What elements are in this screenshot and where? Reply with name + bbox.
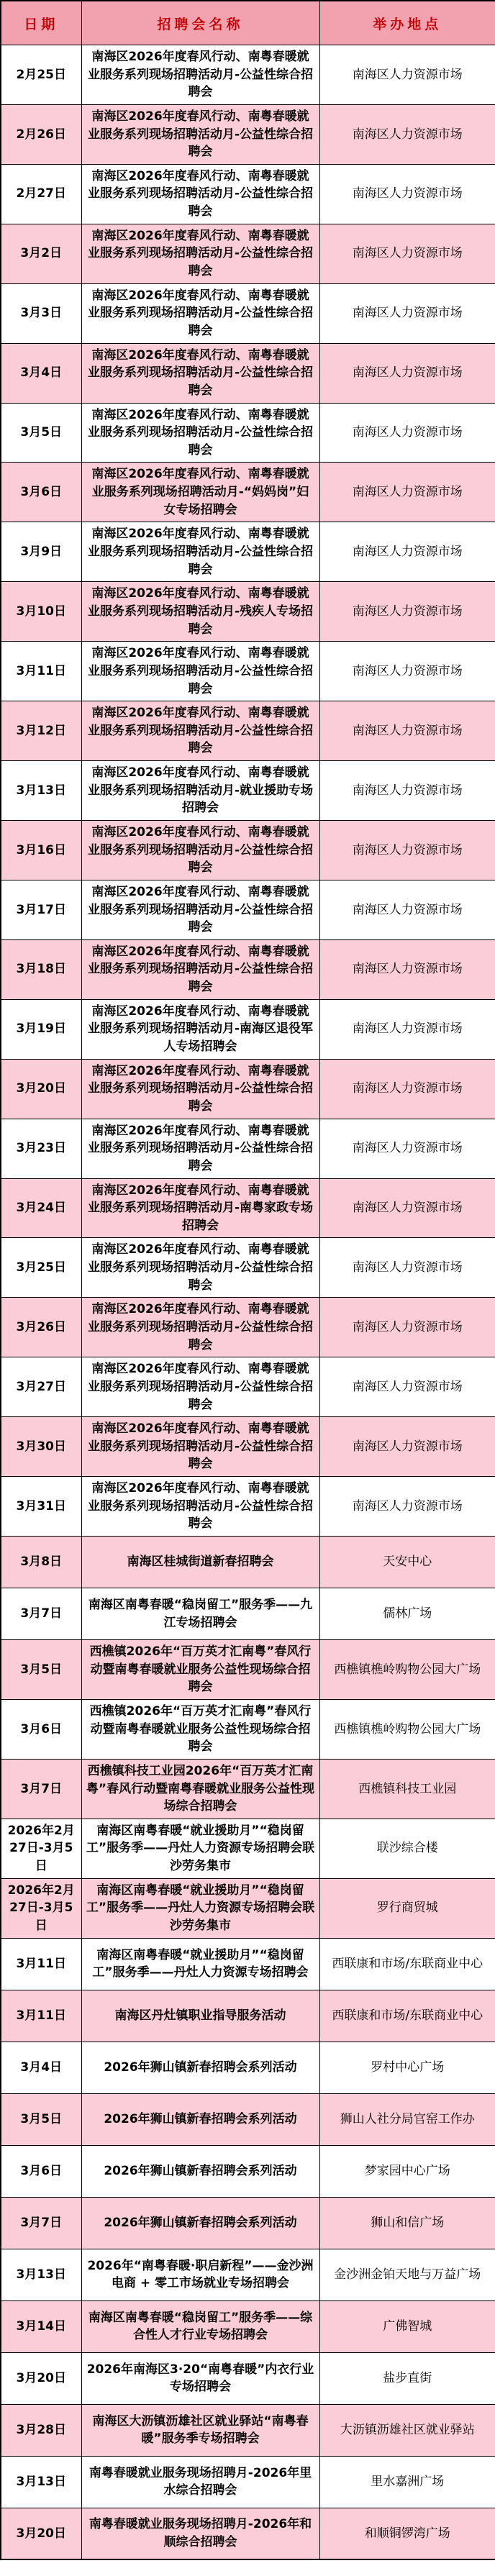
venue-cell: 南海区人力资源市场 xyxy=(319,45,495,105)
table-row xyxy=(1,1357,495,1417)
venue-cell: 大沥镇沥雄社区就业驿站 xyxy=(319,2404,495,2456)
date-cell: 3月5日 xyxy=(1,403,81,463)
date-cell: 3月8日 xyxy=(1,1537,81,1588)
event-cell: 南海区2026年度春风行动、南粤春暖就业服务系列现场招聘活动月-“妈妈岗”妇女专场招聘会 xyxy=(81,463,319,522)
venue-cell: 和顺铜锣湾广场 xyxy=(319,2508,495,2559)
event-cell: 西樵镇2026年“百万英才汇南粤”春风行动暨南粤春暖就业服务公益性现场综合招聘会 xyxy=(81,1699,319,1759)
venue-cell: 罗村中心广场 xyxy=(319,2042,495,2093)
event-cell: 南海区2026年度春风行动、南粤春暖就业服务系列现场招聘活动月-公益性综合招聘会 xyxy=(81,1059,319,1119)
table-row xyxy=(1,224,495,283)
event-cell: 南海区南粤春暖“稳岗留工”服务季——九江专场招聘会 xyxy=(81,1588,319,1640)
table-row xyxy=(1,2197,495,2249)
venue-cell: 盐步直街 xyxy=(319,2352,495,2404)
date-cell: 3月5日 xyxy=(1,1640,81,1700)
date-cell: 3月25日 xyxy=(1,1238,81,1298)
venue-cell: 南海区人力资源市场 xyxy=(319,1357,495,1417)
table-row xyxy=(1,1938,495,1990)
venue-cell: 西联康和市场/东联商业中心 xyxy=(319,1938,495,1990)
event-cell: 南海区南粤春暖“就业援助月”“稳岗留工”服务季——丹灶人力资源专场招聘会 xyxy=(81,1938,319,1990)
date-cell: 3月2日 xyxy=(1,224,81,283)
event-cell: 南海区2026年度春风行动、南粤春暖就业服务系列现场招聘活动月-就业援助专场招聘会 xyxy=(81,761,319,821)
event-cell: 2026年南海区3·20“南粤春暖”内衣行业专场招聘会 xyxy=(81,2352,319,2404)
column-header-event: 招聘会名称 xyxy=(81,1,319,45)
event-cell: 南海区2026年度春风行动、南粤春暖就业服务系列现场招聘活动月-南海区退役军人专场招聘会 xyxy=(81,999,319,1059)
table-row xyxy=(1,642,495,701)
table-row xyxy=(1,1417,495,1477)
venue-cell: 南海区人力资源市场 xyxy=(319,582,495,642)
date-cell: 3月4日 xyxy=(1,343,81,403)
event-cell: 南海区2026年度春风行动、南粤春暖就业服务系列现场招聘活动月-公益性综合招聘会 xyxy=(81,1298,319,1357)
table-row xyxy=(1,1819,495,1878)
table-row xyxy=(1,2300,495,2352)
date-cell: 3月31日 xyxy=(1,1477,81,1537)
venue-cell: 狮山人社分局官窑工作办 xyxy=(319,2093,495,2145)
date-cell: 3月4日 xyxy=(1,2042,81,2093)
date-cell: 3月28日 xyxy=(1,2404,81,2456)
table-row xyxy=(1,2508,495,2559)
venue-cell: 南海区人力资源市场 xyxy=(319,1178,495,1238)
venue-cell: 南海区人力资源市场 xyxy=(319,642,495,701)
table-row xyxy=(1,2404,495,2456)
event-cell: 南海区2026年度春风行动、南粤春暖就业服务系列现场招聘活动月-公益性综合招聘会 xyxy=(81,104,319,164)
table-row xyxy=(1,343,495,403)
header-row xyxy=(1,1,495,45)
date-cell: 3月27日 xyxy=(1,1357,81,1417)
venue-cell: 南海区人力资源市场 xyxy=(319,1059,495,1119)
table-row xyxy=(1,463,495,522)
table-row xyxy=(1,1990,495,2042)
table-row xyxy=(1,1477,495,1537)
table-row xyxy=(1,164,495,224)
event-cell: 南海区南粤春暖“稳岗留工”服务季——综合性人才行业专场招聘会 xyxy=(81,2300,319,2352)
date-cell: 2月26日 xyxy=(1,104,81,164)
venue-cell: 里水嘉洲广场 xyxy=(319,2456,495,2508)
venue-cell: 南海区人力资源市场 xyxy=(319,343,495,403)
venue-cell: 金沙洲金铂天地与万益广场 xyxy=(319,2249,495,2300)
event-cell: 南海区2026年度春风行动、南粤春暖就业服务系列现场招聘活动月-公益性综合招聘会 xyxy=(81,1119,319,1178)
venue-cell: 罗行商贸城 xyxy=(319,1878,495,1938)
event-cell: 南海区2026年度春风行动、南粤春暖就业服务系列现场招聘活动月-公益性综合招聘会 xyxy=(81,880,319,939)
date-cell: 3月7日 xyxy=(1,1759,81,1819)
date-cell: 2026年2月27日-3月5日 xyxy=(1,1878,81,1938)
event-cell: 南海区2026年度春风行动、南粤春暖就业服务系列现场招聘活动月-公益性综合招聘会 xyxy=(81,1357,319,1417)
date-cell: 3月20日 xyxy=(1,2352,81,2404)
date-cell: 3月23日 xyxy=(1,1119,81,1178)
event-cell: 南海区2026年度春风行动、南粤春暖就业服务系列现场招聘活动月-公益性综合招聘会 xyxy=(81,1238,319,1298)
event-cell: 南海区南粤春暖“就业援助月”“稳岗留工”服务季——丹灶人力资源专场招聘会联沙劳务集市 xyxy=(81,1878,319,1938)
event-cell: 南海区2026年度春风行动、南粤春暖就业服务系列现场招聘活动月-残疾人专场招聘会 xyxy=(81,582,319,642)
table-row xyxy=(1,880,495,939)
table-row xyxy=(1,1640,495,1700)
table-row xyxy=(1,1059,495,1119)
date-cell: 3月6日 xyxy=(1,463,81,522)
date-cell: 3月12日 xyxy=(1,701,81,761)
venue-cell: 南海区人力资源市场 xyxy=(319,999,495,1059)
date-cell: 3月16日 xyxy=(1,820,81,880)
date-cell: 3月19日 xyxy=(1,999,81,1059)
event-cell: 2026年狮山镇新春招聘会系列活动 xyxy=(81,2042,319,2093)
column-header-date: 日期 xyxy=(1,1,81,45)
table-row xyxy=(1,1537,495,1588)
venue-cell: 南海区人力资源市场 xyxy=(319,820,495,880)
date-cell: 3月7日 xyxy=(1,1588,81,1640)
venue-cell: 广佛智城 xyxy=(319,2300,495,2352)
venue-cell: 南海区人力资源市场 xyxy=(319,1238,495,1298)
venue-cell: 南海区人力资源市场 xyxy=(319,939,495,999)
event-cell: 南海区2026年度春风行动、南粤春暖就业服务系列现场招聘活动月-公益性综合招聘会 xyxy=(81,939,319,999)
date-cell: 3月11日 xyxy=(1,1938,81,1990)
date-cell: 2月27日 xyxy=(1,164,81,224)
event-cell: 西樵镇2026年“百万英才汇南粤”春风行动暨南粤春暖就业服务公益性现场综合招聘会 xyxy=(81,1640,319,1700)
date-cell: 3月13日 xyxy=(1,2456,81,2508)
date-cell: 3月13日 xyxy=(1,761,81,821)
date-cell: 2月25日 xyxy=(1,45,81,105)
venue-cell: 南海区人力资源市场 xyxy=(319,522,495,582)
event-cell: 南海区2026年度春风行动、南粤春暖就业服务系列现场招聘活动月-公益性综合招聘会 xyxy=(81,164,319,224)
table-row xyxy=(1,820,495,880)
event-cell: 南海区2026年度春风行动、南粤春暖就业服务系列现场招聘活动月-公益性综合招聘会 xyxy=(81,1477,319,1537)
table-row xyxy=(1,761,495,821)
date-cell: 3月10日 xyxy=(1,582,81,642)
table-row xyxy=(1,999,495,1059)
venue-cell: 南海区人力资源市场 xyxy=(319,761,495,821)
date-cell: 3月7日 xyxy=(1,2197,81,2249)
venue-cell: 南海区人力资源市场 xyxy=(319,1119,495,1178)
table-row xyxy=(1,2093,495,2145)
date-cell: 3月26日 xyxy=(1,1298,81,1357)
venue-cell: 南海区人力资源市场 xyxy=(319,880,495,939)
column-header-venue: 举办地点 xyxy=(319,1,495,45)
table-row xyxy=(1,2456,495,2508)
venue-cell: 南海区人力资源市场 xyxy=(319,1298,495,1357)
event-cell: 南海区2026年度春风行动、南粤春暖就业服务系列现场招聘活动月-公益性综合招聘会 xyxy=(81,820,319,880)
event-cell: 南海区2026年度春风行动、南粤春暖就业服务系列现场招聘活动月-公益性综合招聘会 xyxy=(81,283,319,343)
event-cell: 南海区2026年度春风行动、南粤春暖就业服务系列现场招聘活动月-公益性综合招聘会 xyxy=(81,343,319,403)
table-row xyxy=(1,1178,495,1238)
date-cell: 3月6日 xyxy=(1,2145,81,2197)
table-row xyxy=(1,1759,495,1819)
event-cell: 南海区2026年度春风行动、南粤春暖就业服务系列现场招聘活动月-公益性综合招聘会 xyxy=(81,403,319,463)
date-cell: 3月11日 xyxy=(1,642,81,701)
table-row xyxy=(1,45,495,105)
table-row xyxy=(1,403,495,463)
table-row xyxy=(1,2145,495,2197)
venue-cell: 南海区人力资源市场 xyxy=(319,283,495,343)
venue-cell: 西樵镇樵岭购物公园大广场 xyxy=(319,1699,495,1759)
venue-cell: 南海区人力资源市场 xyxy=(319,1477,495,1537)
venue-cell: 南海区人力资源市场 xyxy=(319,164,495,224)
date-cell: 3月18日 xyxy=(1,939,81,999)
table-row xyxy=(1,104,495,164)
event-cell: 南海区丹灶镇职业指导服务活动 xyxy=(81,1990,319,2042)
date-cell: 3月20日 xyxy=(1,1059,81,1119)
table-row xyxy=(1,701,495,761)
event-cell: 西樵镇科技工业园2026年“百万英才汇南粤”春风行动暨南粤春暖就业服务公益性现场综合招聘会 xyxy=(81,1759,319,1819)
table-row xyxy=(1,2042,495,2093)
event-cell: 2026年“南粤春暖·职启新程”——金沙洲电商 + 零工市场就业专场招聘会 xyxy=(81,2249,319,2300)
date-cell: 3月3日 xyxy=(1,283,81,343)
event-cell: 2026年狮山镇新春招聘会系列活动 xyxy=(81,2197,319,2249)
venue-cell: 南海区人力资源市场 xyxy=(319,403,495,463)
date-cell: 3月17日 xyxy=(1,880,81,939)
event-cell: 南海区2026年度春风行动、南粤春暖就业服务系列现场招聘活动月-公益性综合招聘会 xyxy=(81,45,319,105)
date-cell: 3月13日 xyxy=(1,2249,81,2300)
venue-cell: 南海区人力资源市场 xyxy=(319,701,495,761)
date-cell: 3月11日 xyxy=(1,1990,81,2042)
table-row xyxy=(1,1238,495,1298)
venue-cell: 南海区人力资源市场 xyxy=(319,1417,495,1477)
date-cell: 3月6日 xyxy=(1,1699,81,1759)
date-cell: 2026年2月27日-3月5日 xyxy=(1,1819,81,1878)
table-row xyxy=(1,1588,495,1640)
venue-cell: 联沙综合楼 xyxy=(319,1819,495,1878)
table-row xyxy=(1,582,495,642)
table-row xyxy=(1,2249,495,2300)
date-cell: 3月5日 xyxy=(1,2093,81,2145)
event-cell: 南海区2026年度春风行动、南粤春暖就业服务系列现场招聘活动月-公益性综合招聘会 xyxy=(81,701,319,761)
venue-cell: 西樵镇科技工业园 xyxy=(319,1759,495,1819)
table-body xyxy=(1,45,495,2560)
venue-cell: 狮山和信广场 xyxy=(319,2197,495,2249)
table-row xyxy=(1,939,495,999)
event-cell: 南海区2026年度春风行动、南粤春暖就业服务系列现场招聘活动月-公益性综合招聘会 xyxy=(81,224,319,283)
date-cell: 3月24日 xyxy=(1,1178,81,1238)
table-row xyxy=(1,1298,495,1357)
venue-cell: 南海区人力资源市场 xyxy=(319,224,495,283)
venue-cell: 西樵镇樵岭购物公园大广场 xyxy=(319,1640,495,1700)
table-row xyxy=(1,1699,495,1759)
event-cell: 南海区南粤春暖“就业援助月”“稳岗留工”服务季——丹灶人力资源专场招聘会联沙劳务集市 xyxy=(81,1819,319,1878)
venue-cell: 梦家园中心广场 xyxy=(319,2145,495,2197)
event-cell: 南海区2026年度春风行动、南粤春暖就业服务系列现场招聘活动月-公益性综合招聘会 xyxy=(81,642,319,701)
event-cell: 南海区2026年度春风行动、南粤春暖就业服务系列现场招聘活动月-公益性综合招聘会 xyxy=(81,1417,319,1477)
table-row xyxy=(1,2352,495,2404)
event-cell: 南粤春暖就业服务现场招聘月-2026年和顺综合招聘会 xyxy=(81,2508,319,2559)
event-cell: 南海区2026年度春风行动、南粤春暖就业服务系列现场招聘活动月-南粤家政专场招聘会 xyxy=(81,1178,319,1238)
event-cell: 南海区2026年度春风行动、南粤春暖就业服务系列现场招聘活动月-公益性综合招聘会 xyxy=(81,522,319,582)
event-cell: 南海区大沥镇沥雄社区就业驿站“南粤春暖”服务季专场招聘会 xyxy=(81,2404,319,2456)
venue-cell: 儒林广场 xyxy=(319,1588,495,1640)
table-row xyxy=(1,1878,495,1938)
venue-cell: 西联康和市场/东联商业中心 xyxy=(319,1990,495,2042)
date-cell: 3月20日 xyxy=(1,2508,81,2559)
event-cell: 2026年狮山镇新春招聘会系列活动 xyxy=(81,2093,319,2145)
date-cell: 3月14日 xyxy=(1,2300,81,2352)
event-cell: 南粤春暖就业服务现场招聘月-2026年里水综合招聘会 xyxy=(81,2456,319,2508)
date-cell: 3月30日 xyxy=(1,1417,81,1477)
venue-cell: 天安中心 xyxy=(319,1537,495,1588)
table-row xyxy=(1,522,495,582)
date-cell: 3月9日 xyxy=(1,522,81,582)
venue-cell: 南海区人力资源市场 xyxy=(319,463,495,522)
event-cell: 2026年狮山镇新春招聘会系列活动 xyxy=(81,2145,319,2197)
venue-cell: 南海区人力资源市场 xyxy=(319,104,495,164)
table-row xyxy=(1,1119,495,1178)
table-row xyxy=(1,283,495,343)
event-cell: 南海区桂城街道新春招聘会 xyxy=(81,1537,319,1588)
